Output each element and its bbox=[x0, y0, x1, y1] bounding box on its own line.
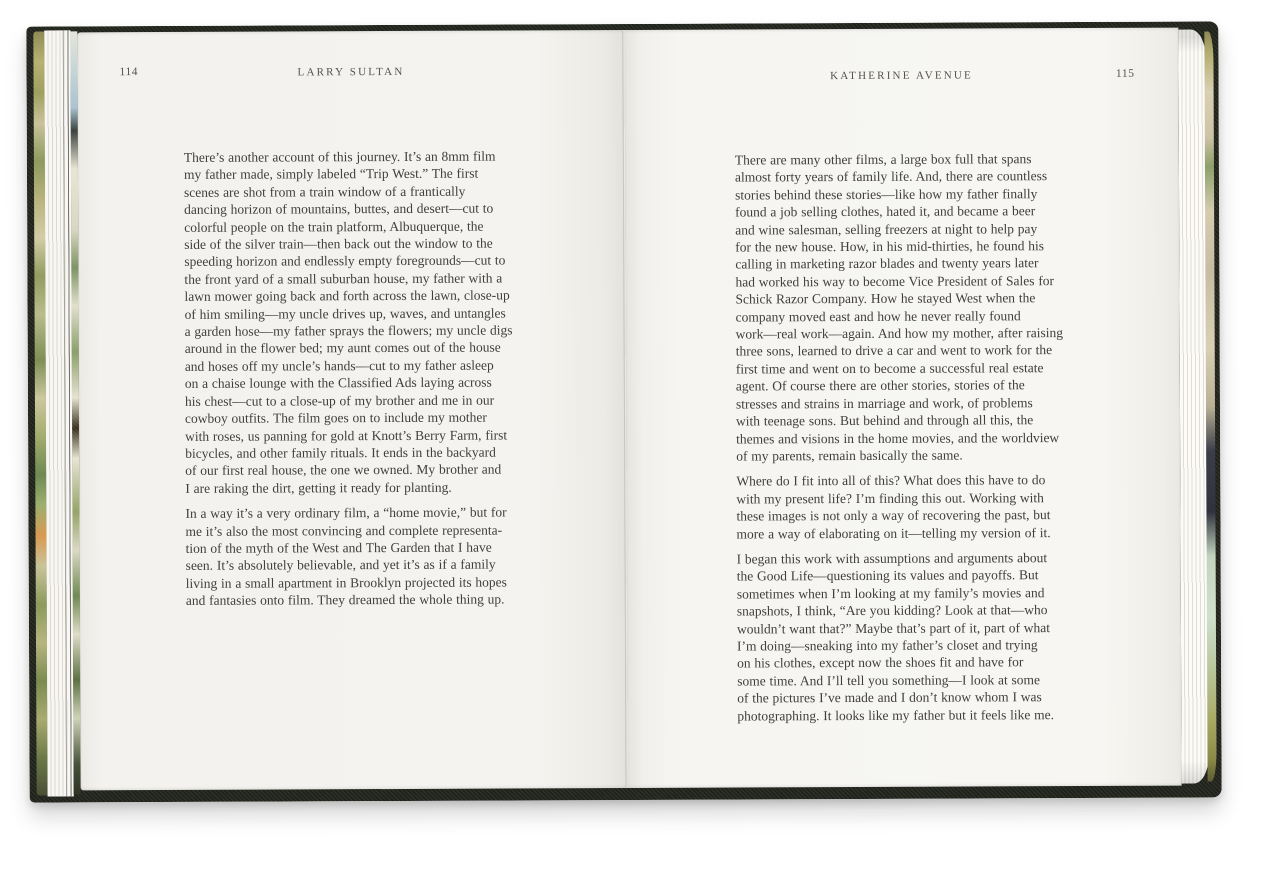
right-page-text bbox=[735, 150, 1120, 733]
right-page-number: 115 bbox=[1115, 67, 1135, 80]
body-paragraph: There are many other films, a large box full that spans almost forty years of family life. And, there are countless stories behind these stories—like how my father finally found a job selling clothes, hated it, and became a beer and wine salesman, selling freezers at night to help pay for the new house. How, in his mid-thirties, he found his calling in marketing razor blades and twenty years later had worked his way to become Vice President of Sales for Schick Razor Company. How he stayed West when the company moved east and how he never really found work—real work—again. And how my mother, after raising three sons, learned to drive a car and went to work for the first time and went on to become a successful real estate agent. Of course there are other stories, stories of the stresses and strains in marriage and work, of problems with teenage sons. But behind and through all this, the themes and visions in the home movies, and the worldview of my parents, remain basically the same. bbox=[734, 151, 1064, 464]
left-page bbox=[77, 30, 627, 790]
body-paragraph: In a way it’s a very ordinary film, a “home movie,” but for me it’s also the most convincing and complete representa- tion of the myth of the West and The Garden that I have seen. It’s absolutely believable, and yet it’s as if a family living in a small apartment in Brooklyn projected its hopes and fantasies onto film. They dreamed the whole thing up. bbox=[185, 504, 507, 609]
right-page bbox=[624, 28, 1181, 788]
open-book bbox=[26, 21, 1221, 802]
left-page-edge-stack bbox=[44, 30, 73, 796]
left-page-text bbox=[184, 147, 568, 617]
left-page-number: 114 bbox=[119, 66, 139, 79]
body-paragraph: Where do I fit into all of this? What does this have to do with my present life? I’m finding this out. Working with these images is not only a way of recovering the past, but more a way of elaborating on it—telling my version of it. bbox=[736, 472, 1051, 542]
left-running-header: LARRY SULTAN bbox=[297, 65, 405, 79]
body-paragraph: I began this work with assumptions and arguments about the Good Life—questioning its values and payoffs. But sometimes when I’m looking at my family’s movies and snapshots, I think, “Are you kidding? Look at that—who wouldn’t want that?” Maybe that’s part of it, part of what I’m doing—sneaking into my father’s closet and trying on his clothes, except now the shoes fit and have for some time. And I’ll tell you something—I look at some of the pictures I’ve made and I don’t know whom I was photographing. It looks like my father but it feels like me. bbox=[736, 550, 1055, 724]
right-running-header: KATHERINE AVENUE bbox=[830, 69, 973, 83]
body-paragraph: There’s another account of this journey. It’s an 8mm film my father made, simply labeled “Trip West.” The first scenes are shot from a train window of a frantically dancing horizon of mountains, buttes, and desert—cut to colorful people on the train platform, Albuquerque, the side of the silver train—then back out the window to the speeding horizon and endlessly empty foregrounds—cut to the front yard of a small suburban house, my father with a lawn mower going back and forth across the lawn, close-up of him smiling—my uncle drives up, waves, and untangles a garden hose—my father sprays the flowers; my uncle digs around in the flower bed; my aunt comes out of the house and hoses off my uncle’s hands—cut to my father asleep on a chaise lounge with the Classified Ads laying across his chest—cut to a close-up of my brother and me in our cowboy outfits. The film goes on to include my mother with roses, us panning for gold at Knott’s Berry Farm, first bicycles, and other family rituals. It ends in the backyard of our first real house, the one we owned. My brother and I are raking the dirt, getting it ready for planting. bbox=[183, 148, 513, 496]
